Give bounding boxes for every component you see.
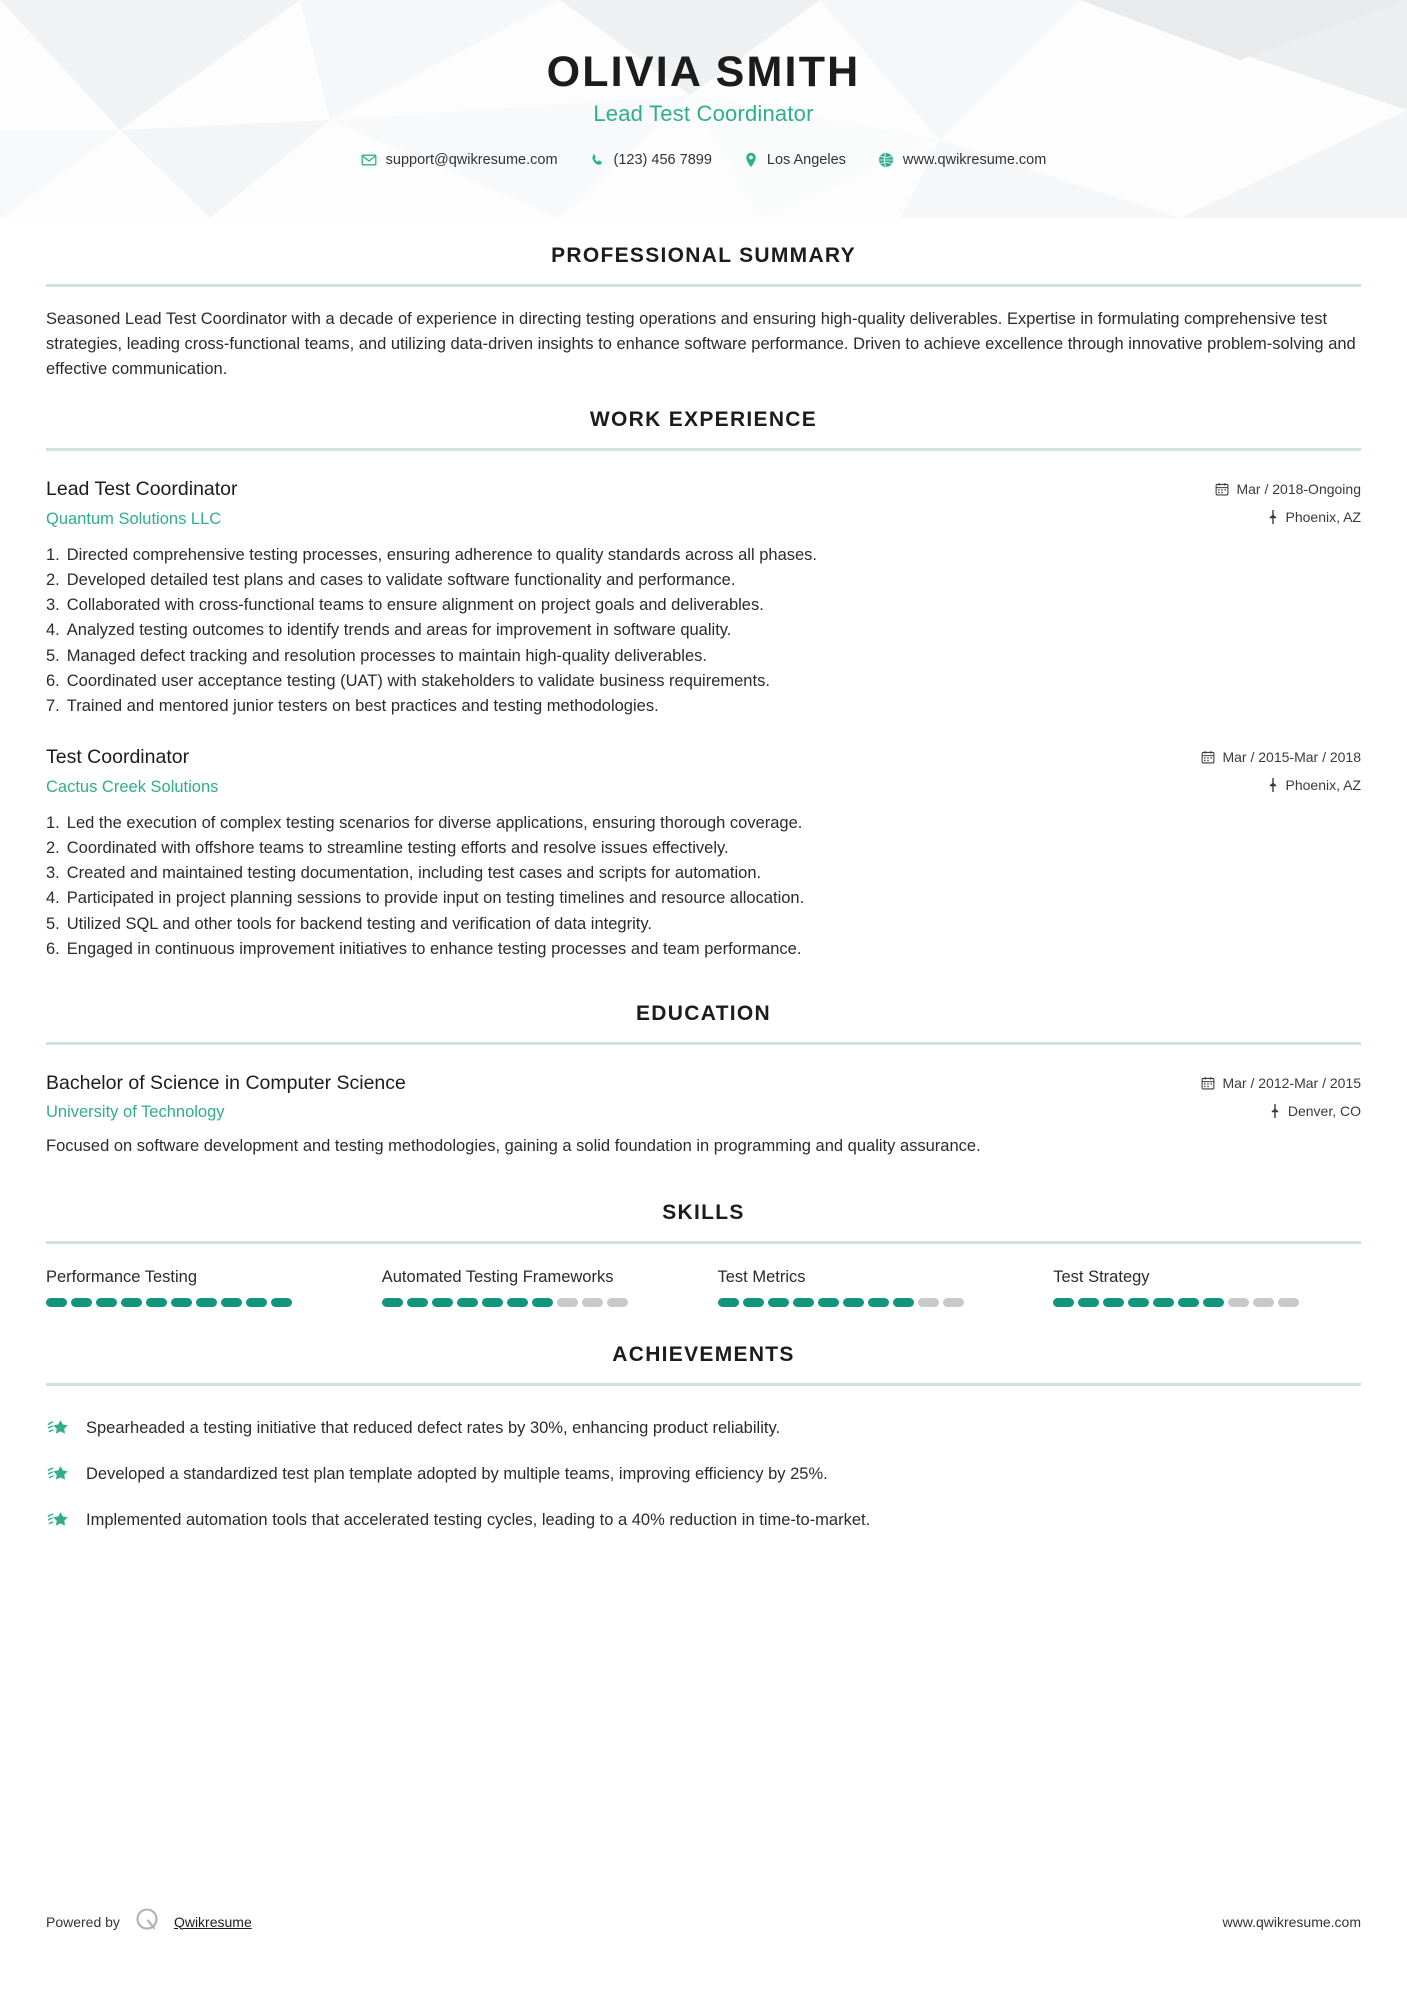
skill-pip	[507, 1298, 528, 1307]
header-job-title: Lead Test Coordinator	[593, 101, 814, 127]
location-pin-icon	[1267, 510, 1279, 524]
section-heading-summary: PROFESSIONAL SUMMARY	[551, 244, 856, 267]
contact-phone-text: (123) 456 7899	[613, 152, 712, 169]
experience-company: Quantum Solutions LLC	[46, 509, 222, 528]
education-dates	[1201, 1075, 1361, 1091]
skill-pip	[793, 1298, 814, 1307]
summary-text: Seasoned Lead Test Coordinator with a decade of experience in directing testing operations and ensuring high-quality deliverables. Expertise in formulating comprehensive test strategies, leading cross-functional teams, and utilizing data-driven insights to enhance software performance. Driven to achieve excellence through innovative problem-solving and effective communication.	[46, 310, 1356, 379]
location-pin-icon	[1267, 778, 1279, 792]
skill-pip	[532, 1298, 553, 1307]
section-work-experience	[46, 408, 1361, 962]
experience-bullet	[46, 593, 1361, 618]
section-professional-summary	[46, 244, 1361, 382]
bullet-number: 4.	[46, 889, 60, 908]
skill-pip	[221, 1298, 242, 1307]
skill-pip	[1103, 1298, 1124, 1307]
contact-website[interactable]	[862, 152, 1062, 168]
calendar-icon	[1215, 482, 1229, 496]
contact-location	[728, 152, 862, 168]
contact-row	[0, 152, 1407, 168]
experience-dates-text: Mar / 2015-Mar / 2018	[1222, 749, 1361, 766]
skill-pip	[918, 1298, 939, 1307]
footer-powered-by-label: Powered by	[46, 1913, 120, 1930]
experience-bullet	[46, 811, 1361, 836]
education-location-text: Denver, CO	[1287, 1102, 1361, 1119]
bullet-text: Participated in project planning sessions to provide input on testing timelines and resource allocation.	[66, 889, 805, 908]
bullet-text: Trained and mentored junior testers on best practices and testing methodologies.	[66, 696, 659, 715]
map-pin-icon	[744, 152, 758, 168]
entry-header	[46, 745, 1361, 796]
experience-role: Test Coordinator	[46, 746, 190, 769]
bullet-text: Utilized SQL and other tools for backend testing and verification of data integrity.	[66, 914, 652, 933]
entry-left	[46, 745, 1201, 796]
skill-pip	[146, 1298, 167, 1307]
entry-left	[46, 1071, 1201, 1122]
experience-bullet	[46, 912, 1361, 937]
skill-pip	[893, 1298, 914, 1307]
entry-meta	[1201, 1071, 1361, 1119]
calendar-icon	[1201, 750, 1215, 764]
section-heading-education: EDUCATION	[636, 1001, 771, 1025]
phone-icon	[590, 153, 605, 168]
skill-pip	[768, 1298, 789, 1307]
bullet-text: Developed detailed test plans and cases to validate software functionality and performance.	[66, 570, 736, 589]
bullet-number: 3.	[46, 864, 60, 883]
education-location	[1201, 1103, 1361, 1119]
education-entries	[46, 1071, 1361, 1159]
entry-left	[46, 477, 1215, 528]
shooting-star-icon	[46, 1464, 70, 1491]
skill-pip	[718, 1298, 739, 1307]
skill-pip	[818, 1298, 839, 1307]
skill-pip	[868, 1298, 889, 1307]
achievement-text: Implemented automation tools that accelerated testing cycles, leading to a 40% reduction in time-to-market.	[86, 1511, 871, 1530]
skill-pip	[1178, 1298, 1199, 1307]
skill-pip	[843, 1298, 864, 1307]
bullet-text: Coordinated with offshore teams to streamline testing efforts and resolve issues effectively.	[66, 838, 729, 857]
location-pin-icon	[1269, 1104, 1281, 1118]
skills-grid	[46, 1266, 1361, 1307]
education-description: Focused on software development and testing methodologies, gaining a solid foundation in programming and quality assurance.	[46, 1137, 981, 1156]
contact-email[interactable]	[345, 152, 574, 168]
resume-header	[0, 0, 1407, 218]
footer-powered-by	[46, 1905, 252, 1938]
bullet-number: 4.	[46, 621, 60, 640]
bullet-text: Analyzed testing outcomes to identify trends and areas for improvement in software quality.	[66, 621, 732, 640]
bullet-text: Led the execution of complex testing scenarios for diverse applications, ensuring thorough coverage.	[66, 813, 803, 832]
skill-pip	[1203, 1298, 1224, 1307]
skill-pip	[246, 1298, 267, 1307]
bullet-text: Created and maintained testing documentation, including test cases and scripts for automation.	[66, 864, 762, 883]
achievement-text: Developed a standardized test plan template adopted by multiple teams, improving efficiency by 25%.	[86, 1465, 828, 1484]
experience-role: Lead Test Coordinator	[46, 478, 238, 501]
bullet-number: 1.	[46, 813, 60, 832]
skill-pip	[607, 1298, 628, 1307]
skill-level-bar	[46, 1298, 354, 1307]
contact-website-text: www.qwikresume.com	[902, 152, 1047, 169]
education-entry	[46, 1071, 1361, 1159]
skill-pip	[457, 1298, 478, 1307]
bullet-text: Engaged in continuous improvement initiatives to enhance testing processes and team performance.	[66, 939, 802, 958]
entry-meta	[1201, 745, 1361, 793]
skill-item	[718, 1266, 1026, 1307]
skill-pip	[71, 1298, 92, 1307]
education-school: University of Technology	[46, 1103, 225, 1122]
footer-brand-link[interactable]: Qwikresume	[173, 1913, 252, 1930]
section-heading-experience: WORK EXPERIENCE	[589, 408, 818, 432]
experience-bullet	[46, 861, 1361, 886]
achievement-item	[46, 1408, 1361, 1454]
skill-pip	[196, 1298, 217, 1307]
skill-level-bar	[1053, 1298, 1361, 1307]
shooting-star-icon	[46, 1418, 70, 1445]
section-divider	[46, 1241, 1361, 1244]
experience-bullet	[46, 937, 1361, 962]
skill-pip	[1228, 1298, 1249, 1307]
skill-pip	[1078, 1298, 1099, 1307]
skill-name: Automated Testing Frameworks	[381, 1268, 614, 1287]
skill-level-bar	[718, 1298, 1026, 1307]
bullet-text: Directed comprehensive testing processes, ensuring adherence to quality standards across all phases.	[66, 545, 818, 564]
skill-pip	[557, 1298, 578, 1307]
experience-dates	[1215, 481, 1361, 497]
experience-bullet	[46, 886, 1361, 911]
skill-pip	[271, 1298, 292, 1307]
section-education	[46, 1002, 1361, 1159]
bullet-number: 6.	[46, 939, 60, 958]
bullet-number: 5.	[46, 646, 60, 665]
experience-company: Cactus Creek Solutions	[46, 777, 219, 796]
achievements-list	[46, 1408, 1361, 1546]
skill-pip	[1278, 1298, 1299, 1307]
entry-meta	[1215, 477, 1361, 525]
page-title: OLIVIA SMITH	[546, 48, 861, 96]
skill-pip	[482, 1298, 503, 1307]
section-heading-skills: SKILLS	[662, 1201, 745, 1225]
skill-name: Test Metrics	[717, 1268, 806, 1287]
skill-name: Test Strategy	[1053, 1268, 1150, 1287]
achievement-text: Spearheaded a testing initiative that reduced defect rates by 30%, enhancing product reliability.	[86, 1419, 781, 1438]
skill-pip	[121, 1298, 142, 1307]
bullet-number: 1.	[46, 545, 60, 564]
shooting-star-icon	[46, 1510, 70, 1537]
skill-pip	[46, 1298, 67, 1307]
skill-pip	[432, 1298, 453, 1307]
section-skills	[46, 1201, 1361, 1307]
skill-pip	[171, 1298, 192, 1307]
experience-location-text: Phoenix, AZ	[1285, 509, 1361, 526]
education-dates-text: Mar / 2012-Mar / 2015	[1222, 1074, 1361, 1091]
page-footer	[46, 1905, 1361, 1938]
experience-bullet	[46, 568, 1361, 593]
experience-bullet	[46, 644, 1361, 669]
skill-pip	[1153, 1298, 1174, 1307]
experience-location	[1215, 509, 1361, 525]
bullet-number: 7.	[46, 696, 60, 715]
experience-dates	[1201, 749, 1361, 765]
bullet-text: Managed defect tracking and resolution processes to maintain high-quality deliverables.	[66, 646, 707, 665]
experience-bullet	[46, 694, 1361, 719]
skill-pip	[1053, 1298, 1074, 1307]
section-divider	[46, 1383, 1361, 1386]
experience-entries	[46, 477, 1361, 962]
section-divider	[46, 284, 1361, 287]
achievement-item	[46, 1500, 1361, 1546]
experience-bullet	[46, 543, 1361, 568]
experience-entry	[46, 745, 1361, 962]
bullet-number: 3.	[46, 596, 60, 615]
bullet-number: 5.	[46, 914, 60, 933]
qwikresume-logo-icon	[132, 1905, 162, 1938]
footer-website[interactable]: www.qwikresume.com	[1222, 1913, 1361, 1930]
globe-icon	[878, 152, 894, 168]
section-heading-achievements: ACHIEVEMENTS	[612, 1343, 795, 1367]
section-divider	[46, 448, 1361, 451]
experience-bullets	[46, 811, 1361, 962]
skill-item	[382, 1266, 690, 1307]
envelope-icon	[361, 152, 377, 168]
experience-location	[1201, 777, 1361, 793]
bullet-number: 6.	[46, 671, 60, 690]
skill-name: Performance Testing	[46, 1268, 198, 1287]
skill-pip	[96, 1298, 117, 1307]
experience-bullets	[46, 543, 1361, 720]
skill-pip	[1253, 1298, 1274, 1307]
experience-bullet	[46, 669, 1361, 694]
calendar-icon	[1201, 1076, 1215, 1090]
bullet-number: 2.	[46, 838, 60, 857]
bullet-number: 2.	[46, 570, 60, 589]
experience-bullet	[46, 618, 1361, 643]
section-achievements	[46, 1343, 1361, 1546]
education-degree: Bachelor of Science in Computer Science	[46, 1071, 406, 1094]
contact-location-text: Los Angeles	[766, 152, 846, 169]
contact-phone[interactable]	[574, 152, 728, 168]
entry-header	[46, 477, 1361, 528]
skill-pip	[382, 1298, 403, 1307]
contact-email-text: support@qwikresume.com	[385, 152, 558, 169]
section-divider	[46, 1042, 1361, 1045]
skill-item	[1053, 1266, 1361, 1307]
achievement-item	[46, 1454, 1361, 1500]
skill-pip	[743, 1298, 764, 1307]
skill-pip	[943, 1298, 964, 1307]
bullet-text: Collaborated with cross-functional teams to ensure alignment on project goals and deliverables.	[66, 596, 764, 615]
experience-dates-text: Mar / 2018-Ongoing	[1236, 481, 1361, 498]
entry-header	[46, 1071, 1361, 1122]
experience-location-text: Phoenix, AZ	[1285, 777, 1361, 794]
experience-bullet	[46, 836, 1361, 861]
skill-level-bar	[382, 1298, 690, 1307]
skill-item	[46, 1266, 354, 1307]
bullet-text: Coordinated user acceptance testing (UAT) with stakeholders to validate business requirements.	[66, 671, 770, 690]
skill-pip	[1128, 1298, 1149, 1307]
skill-pip	[582, 1298, 603, 1307]
experience-entry	[46, 477, 1361, 719]
skill-pip	[407, 1298, 428, 1307]
